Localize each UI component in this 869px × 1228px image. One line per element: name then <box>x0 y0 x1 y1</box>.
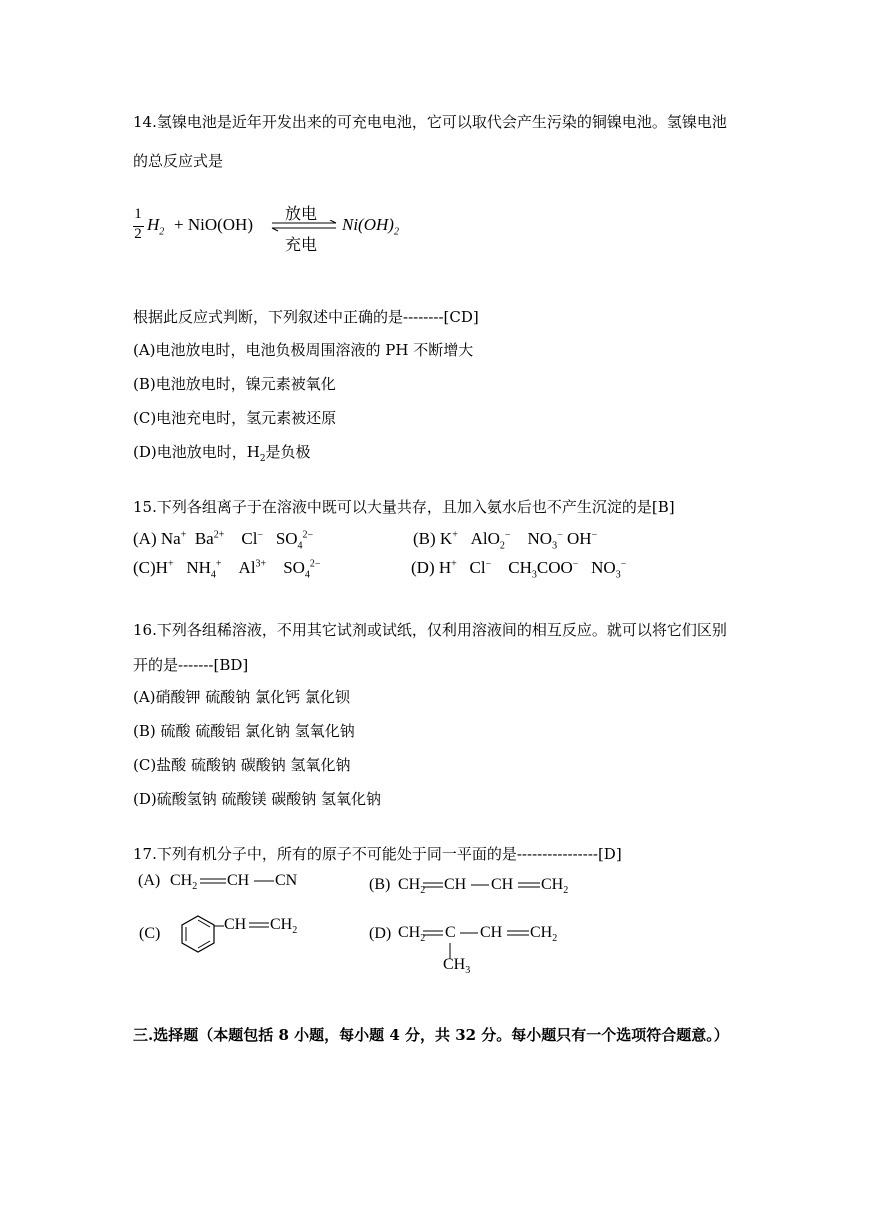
arrow-bottom-label: 充电 <box>285 235 318 254</box>
q14-equation <box>130 196 430 260</box>
q15-option-d: (D) H+ Cl− $CH_3COO^-$ $NO_3^-$ <box>411 558 627 581</box>
q16-option-a: (A)硝酸钾 硫酸钠 氯化钙 氯化钡 <box>133 688 350 706</box>
q17-structure-c: CH $CH_2$ <box>176 912 316 956</box>
q14-line1: 14.氢镍电池是近年开发出来的可充电电池，它可以取代会产生污染的铜镍电池。氢镍电池 <box>133 113 727 131</box>
q17-structure-d: $CH_2$ C CH $CH_2$ $CH_3$ <box>398 924 558 977</box>
q16-line1: 16.下列各组稀溶液，不用其它试剂或试纸，仅利用溶液间的相互反应。就可以将它们区别 <box>133 621 727 639</box>
q17-label-d: (D) <box>369 925 392 942</box>
reversible-arrow-icon <box>270 220 338 232</box>
q17-structure-b: $CH_2$ CH CH $CH_2$ <box>398 876 569 897</box>
h2-formula: $H_2$ <box>147 215 165 238</box>
q17-stem: 17.下列有机分子中，所有的原子不可能处于同一平面的是----------------[D] <box>133 845 622 863</box>
q16-option-d: (D)硫酸氢钠 硫酸镁 碳酸钠 氢氧化钠 <box>133 790 382 808</box>
reactant-nio-oh: + NiO(OH) <box>174 215 253 234</box>
q16-option-c: (C)盐酸 硫酸钠 碳酸钠 氢氧化钠 <box>133 756 351 774</box>
product-ni-oh2: $Ni(OH)_2$ <box>342 215 399 238</box>
q14-option-d: (D)电池放电时，$H_2$是负极 <box>133 443 311 464</box>
arrow-top-label: 放电 <box>285 204 318 223</box>
q17-structure-a: $CH_2$ CH CN <box>170 872 298 893</box>
q14-stem: 根据此反应式判断，下列叙述中正确的是--------[CD] <box>133 308 479 326</box>
q16-line2: 开的是-------[BD] <box>133 656 249 674</box>
q17-label-c: (C) <box>139 925 161 942</box>
fraction-denominator: 2 <box>134 226 142 242</box>
q15-option-a: (A) Na+ $Ba^{2+}$ Cl− $SO_4^{2-}$ <box>133 529 314 552</box>
q14-line2: 的总反应式是 <box>133 152 224 170</box>
q17-label-a: (A) <box>138 872 161 889</box>
benzene-ring-icon <box>176 912 220 956</box>
fraction-numerator: 1 <box>134 206 142 222</box>
q16-option-b: (B) 硫酸 硫酸铝 氯化钠 氢氧化钠 <box>133 722 355 740</box>
q15-option-c: (C)H+ $NH_4^+$ $Al^{3+}$ $SO_4^{2-}$ <box>133 558 321 581</box>
q15-option-b: (B) K+ AlO$_2$− $NO_3^-$ OH− <box>413 529 598 552</box>
q14-option-b: (B)电池放电时，镍元素被氧化 <box>133 375 336 393</box>
q14-option-a: (A)电池放电时，电池负极周围溶液的 PH 不断增大 <box>133 341 474 359</box>
section-3-heading: 三.选择题（本题包括 8 小题，每小题 4 分，共 32 分。每小题只有一个选项符合题意。） <box>133 1026 729 1044</box>
q15-stem: 15.下列各组离子于在溶液中既可以大量共存，且加入氨水后也不产生沉淀的是[B] <box>133 498 675 516</box>
q14-option-c: (C)电池充电时，氢元素被还原 <box>133 409 337 427</box>
q17-label-b: (B) <box>369 876 391 893</box>
